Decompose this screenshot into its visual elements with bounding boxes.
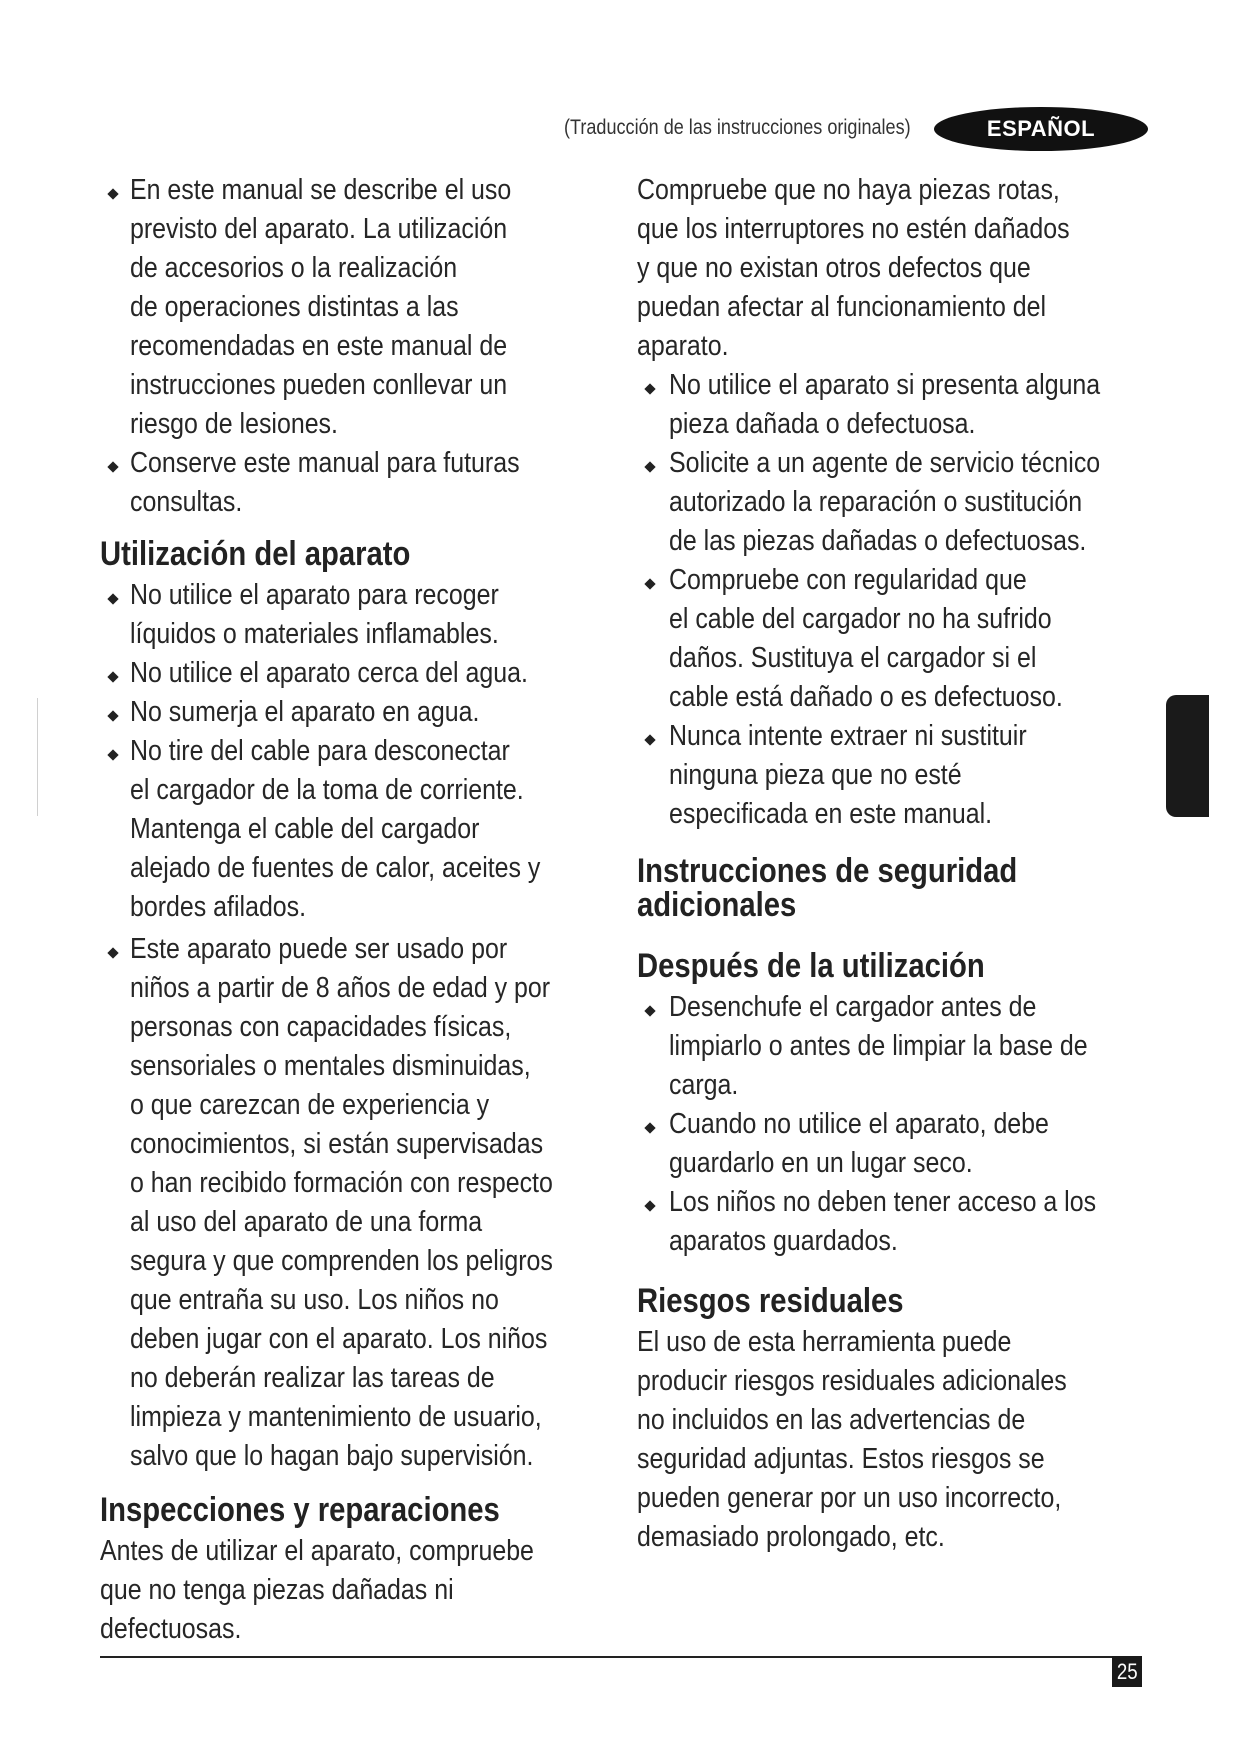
list-item: Cuando no utilice el aparato, debe guardarlo en un lugar seco. xyxy=(637,1105,1157,1183)
list-item: No sumerja el aparato en agua. xyxy=(100,693,620,732)
section-heading: Después de la utilización xyxy=(637,947,985,985)
diamond-bullet-icon xyxy=(644,383,655,394)
diamond-bullet-icon xyxy=(107,461,118,472)
list-item: En este manual se describe el uso previsto del aparato. La utilización de accesorios o la realización de operaciones distintas a las recomendadas en este manual de instrucciones pueden conllevar un riesgo de lesiones. xyxy=(100,171,620,444)
diamond-bullet-icon xyxy=(644,1122,655,1133)
diamond-bullet-icon xyxy=(107,188,118,199)
diamond-bullet-icon xyxy=(644,578,655,589)
diamond-bullet-icon xyxy=(644,1200,655,1211)
list-item: Este aparato puede ser usado por niños a partir de 8 años de edad y por personas con capacidades físicas, sensoriales o mentales disminuidas, o que carezcan de experiencia y conocimientos, si están supervisadas o han recibido formación con respecto al uso del aparato de una forma segura y que comprenden los peligros que entraña su uso. Los niños no deben jugar con el aparato. Los niños no deberán realizar las tareas de limpieza y mantenimiento de usuario, salvo que lo hagan bajo supervisión. xyxy=(100,930,620,1476)
footer-rule xyxy=(100,1656,1142,1658)
left-column xyxy=(100,171,620,1649)
intro-paragraph: Compruebe que no haya piezas rotas, que los interruptores no estén dañados y que no existan otros defectos que puedan afectar al funcionamiento del aparato. xyxy=(637,174,1070,362)
list-item: Los niños no deben tener acceso a los aparatos guardados. xyxy=(637,1183,1157,1261)
inspection-paragraph: Antes de utilizar el aparato, compruebe que no tenga piezas dañadas ni defectuosas. xyxy=(100,1535,534,1645)
diamond-bullet-icon xyxy=(107,671,118,682)
diamond-bullet-icon xyxy=(107,593,118,604)
diamond-bullet-icon xyxy=(107,947,118,958)
list-item: Solicite a un agente de servicio técnico autorizado la reparación o sustitución de las piezas dañadas o defectuosas. xyxy=(637,444,1157,561)
diamond-bullet-icon xyxy=(644,1005,655,1016)
section-tab-marker xyxy=(1166,695,1209,817)
residual-paragraph: El uso de esta herramienta puede producir riesgos residuales adicionales no incluidos en las advertencias de seguridad adjuntas. Estos riesgos se pueden generar por un uso incorrecto, demasiado prolongado, etc. xyxy=(637,1326,1067,1553)
language-badge: ESPAÑOL xyxy=(934,107,1148,151)
repair-bullets xyxy=(637,366,1157,834)
diamond-bullet-icon xyxy=(107,749,118,760)
list-item: Desenchufe el cargador antes de limpiarlo o antes de limpiar la base de carga. xyxy=(637,988,1157,1105)
diamond-bullet-icon xyxy=(644,734,655,745)
list-item: No utilice el aparato si presenta alguna pieza dañada o defectuosa. xyxy=(637,366,1157,444)
right-column xyxy=(637,171,1157,1557)
after-use-bullets xyxy=(637,988,1157,1261)
diamond-bullet-icon xyxy=(644,461,655,472)
list-item: No tire del cable para desconectar el cargador de la toma de corriente. Mantenga el cable del cargador alejado de fuentes de calor, aceites y bordes afilados. xyxy=(100,732,620,927)
list-item: Conserve este manual para futuras consultas. xyxy=(100,444,620,522)
section-heading: Utilización del aparato xyxy=(100,535,411,573)
page-number: 25 xyxy=(1112,1656,1142,1687)
section-heading: Instrucciones de seguridad adicionales xyxy=(637,852,1018,924)
diamond-bullet-icon xyxy=(107,710,118,721)
section-heading: Inspecciones y reparaciones xyxy=(100,1491,500,1529)
translation-note: (Traducción de las instrucciones originales) xyxy=(564,116,911,139)
usage-bullets xyxy=(100,576,620,1476)
list-item: Nunca intente extraer ni sustituir ninguna pieza que no esté especificada en este manual. xyxy=(637,717,1157,834)
intro-bullets xyxy=(100,171,620,522)
list-item: No utilice el aparato para recoger líquidos o materiales inflamables. xyxy=(100,576,620,654)
list-item: No utilice el aparato cerca del agua. xyxy=(100,654,620,693)
list-item: Compruebe con regularidad que el cable del cargador no ha sufrido daños. Sustituya el cargador si el cable está dañado o es defectuoso. xyxy=(637,561,1157,717)
section-heading: Riesgos residuales xyxy=(637,1282,904,1320)
margin-line xyxy=(37,698,38,816)
